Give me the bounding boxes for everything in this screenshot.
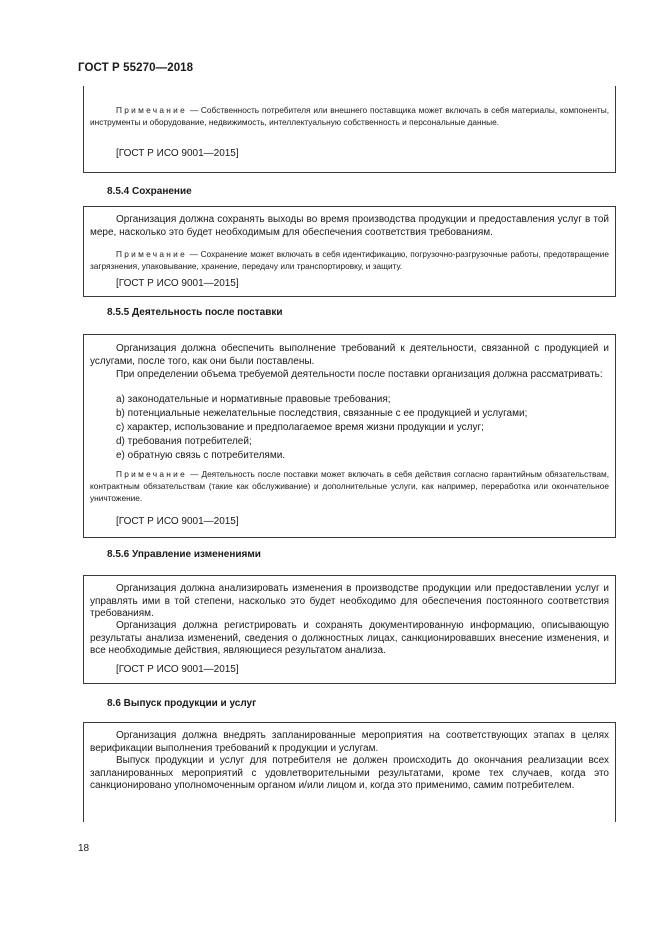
section-heading-8-5-6: 8.5.6 Управление изменениями (107, 549, 261, 560)
note-paragraph (90, 248, 609, 272)
page-number: 18 (78, 843, 90, 854)
note-text: — Собственность потребителя или внешнего поставщика может включать в себя материалы, компоненты, инструменты и оборудование, недвижимость, интеллектуальную собственность и персональные данные. (90, 105, 609, 127)
block-post-delivery (83, 334, 616, 538)
body-paragraph: Организация должна регистрировать и сохранять документированную информацию, описывающую результаты анализа изменений, сведения о должностных лицах, санкционировавших внесение изменения, и все необходимые действия, являющиеся результатом анализа. (90, 620, 609, 656)
block-property-note (83, 86, 616, 173)
reference: [ГОСТ Р ИСО 9001—2015] (116, 278, 239, 289)
note-label: Примечание (116, 249, 188, 259)
document-header: ГОСТ Р 55270—2018 (78, 62, 194, 74)
note-paragraph (90, 468, 609, 504)
list-item: b) потенциальные нежелательные последствия, связанные с ее продукцией и услугами; (116, 408, 528, 419)
note-label: Примечание (116, 105, 188, 115)
list-item: e) обратную связь с потребителями. (116, 450, 286, 461)
block-change-control (83, 575, 616, 684)
block-preservation (83, 206, 616, 297)
note-text: — Сохранение может включать в себя идентификацию, погрузочно-разгрузочные работы, предотвращение загрязнения, упаковывание, хранение, передачу или транспортировку, и защиту. (90, 249, 609, 271)
note-paragraph (90, 104, 609, 128)
list-item: a) законодательные и нормативные правовые требования; (116, 394, 391, 405)
body-paragraph: При определении объема требуемой деятельности после поставки организация должна рассматривать: (116, 369, 603, 380)
list-item: c) характер, использование и предполагаемое время жизни продукции и услуг; (116, 422, 484, 433)
reference: [ГОСТ Р ИСО 9001—2015] (116, 148, 239, 159)
body-paragraph: Организация должна анализировать изменения в производстве продукции или предоставлении услуг и управлять ими в той степени, насколько это будет необходимо для обеспечения постоянного соответствия требованиям. (90, 583, 609, 619)
section-heading-8-6: 8.6 Выпуск продукции и услуг (107, 698, 257, 709)
body-paragraph: Организация должна обеспечить выполнение требований к деятельности, связанной с продукцией и услугами, после того, как они были поставлены. (90, 343, 609, 367)
note-text: — Деятельность после поставки может включать в себя действия согласно гарантийным обязательствам, контрактным обязательствам (такие как обслуживание) и дополнительные услуги, как например, переработка или окончательное уничтожение. (90, 469, 609, 503)
block-release (83, 722, 616, 822)
body-paragraph: Выпуск продукции и услуг для потребителя не должен происходить до окончания реализации всех запланированных мероприятий с удовлетворительными результатами, кроме тех случаев, когда это санкционировано уполномоченным органом и/или лицом и, когда это применимо, самим потребителем. (90, 755, 609, 791)
section-heading-8-5-5: 8.5.5 Деятельность после поставки (107, 307, 283, 318)
body-paragraph: Организация должна внедрять запланированные мероприятия на соответствующих этапах в целях верификации выполнения требований к продукции и услугам. (90, 730, 609, 754)
list-item: d) требования потребителей; (116, 436, 252, 447)
section-heading-8-5-4: 8.5.4 Сохранение (107, 186, 192, 197)
body-paragraph: Организация должна сохранять выходы во время производства продукции и предоставления услуг в той мере, насколько это будет необходимым для обеспечения соответствия требованиям. (90, 214, 609, 238)
reference: [ГОСТ Р ИСО 9001—2015] (116, 516, 239, 527)
reference: [ГОСТ Р ИСО 9001—2015] (116, 664, 239, 675)
note-label: Примечание (116, 469, 188, 479)
